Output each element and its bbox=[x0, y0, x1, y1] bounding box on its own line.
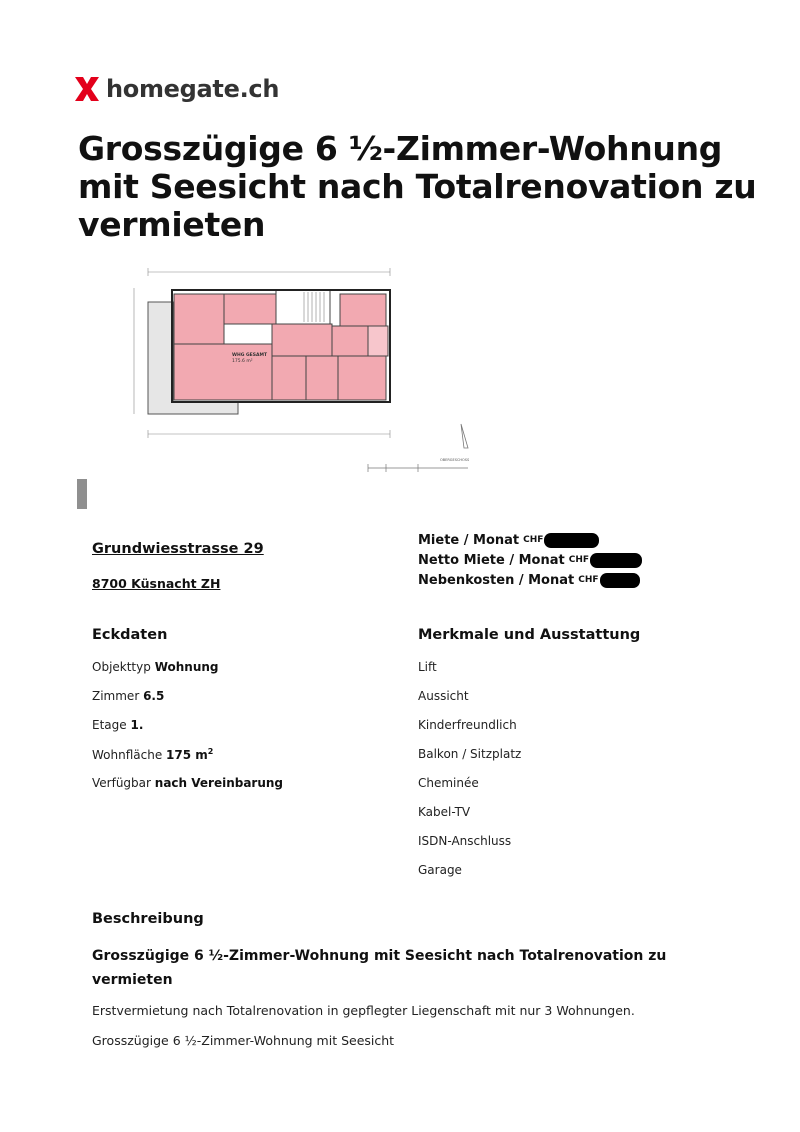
feature-item: ISDN-Anschluss bbox=[418, 834, 512, 848]
room bbox=[272, 356, 306, 400]
svg-text:WHG GESAMT: WHG GESAMT bbox=[232, 353, 268, 358]
feature-item: Lift bbox=[418, 660, 437, 674]
eckdaten-row: Etage 1. bbox=[92, 718, 144, 732]
description-paragraph: Erstvermietung nach Totalrenovation in gepflegter Liegenschaft mit nur 3 Wohnungen. bbox=[92, 1003, 635, 1018]
redacted-value bbox=[590, 553, 642, 568]
merkmale-heading: Merkmale und Ausstattung bbox=[418, 627, 641, 643]
image-gallery-marker bbox=[77, 479, 87, 509]
eckdaten-row: Objekttyp Wohnung bbox=[92, 660, 219, 674]
eckdaten-row: Zimmer 6.5 bbox=[92, 689, 165, 703]
price-row-netto: Netto Miete / Monat CHF bbox=[418, 550, 642, 570]
room bbox=[368, 326, 388, 356]
price-row-nebenkosten: Nebenkosten / Monat CHF bbox=[418, 570, 642, 590]
price-block bbox=[418, 530, 642, 590]
room bbox=[174, 294, 224, 344]
address-street-link[interactable]: Grundwiesstrasse 29 bbox=[92, 541, 264, 557]
page-title: Grosszügige 6 ½-Zimmer-Wohnung mit Seesicht nach Totalrenovation zu vermieten bbox=[78, 129, 757, 244]
description-paragraph: Grosszügige 6 ½-Zimmer-Wohnung mit Seesicht bbox=[92, 1033, 395, 1048]
homegate-logo[interactable] bbox=[72, 74, 279, 104]
svg-text:OBERGESCHOSS: OBERGESCHOSS bbox=[440, 458, 470, 462]
feature-item: Balkon / Sitzplatz bbox=[418, 747, 522, 761]
room bbox=[224, 294, 276, 324]
room bbox=[272, 324, 332, 356]
floorplan-image bbox=[128, 262, 478, 484]
redacted-value bbox=[600, 573, 640, 588]
feature-item: Kinderfreundlich bbox=[418, 718, 517, 732]
eckdaten-heading: Eckdaten bbox=[92, 627, 168, 643]
eckdaten-row: Verfügbar nach Vereinbarung bbox=[92, 776, 284, 790]
feature-item: Garage bbox=[418, 863, 462, 877]
feature-item: Aussicht bbox=[418, 689, 469, 703]
room bbox=[306, 356, 338, 400]
price-row-miete: Miete / Monat CHF bbox=[418, 530, 642, 550]
beschreibung-heading: Beschreibung bbox=[92, 911, 204, 927]
feature-item: Kabel-TV bbox=[418, 805, 471, 819]
svg-text:175.6 m²: 175.6 m² bbox=[232, 359, 253, 364]
feature-item: Cheminée bbox=[418, 776, 479, 790]
description-subtitle: Grosszügige 6 ½-Zimmer-Wohnung mit Seesicht nach Totalrenovation zu vermieten bbox=[92, 948, 667, 988]
address-city-link[interactable]: 8700 Küsnacht ZH bbox=[92, 576, 221, 591]
logo-wordmark: homegate.ch bbox=[106, 75, 280, 103]
redacted-value bbox=[544, 533, 599, 548]
room bbox=[332, 326, 368, 356]
eckdaten-row: Wohnfläche 175 $m^2$ bbox=[92, 747, 214, 762]
room bbox=[340, 294, 386, 326]
room bbox=[338, 356, 386, 400]
homegate-x-icon bbox=[72, 74, 102, 104]
